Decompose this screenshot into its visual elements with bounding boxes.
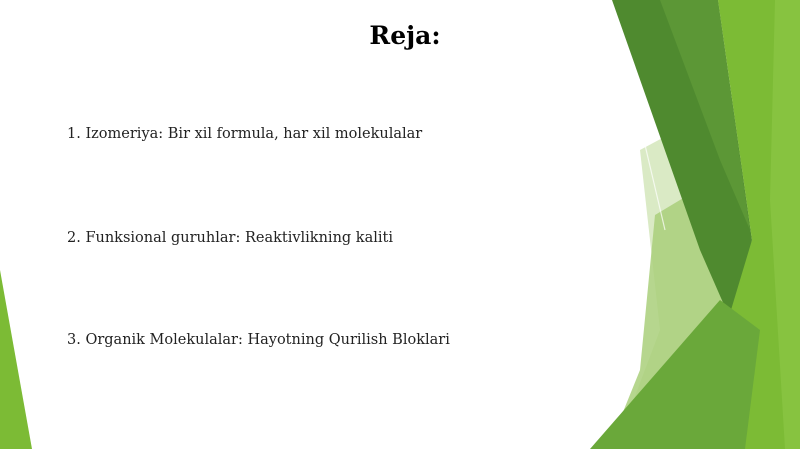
plan-item-3: 3. Organik Molekulalar: Hayotning Qurilish Bloklari [67, 332, 450, 348]
slide-title: Reja: [369, 21, 441, 50]
plan-item-1: 1. Izomeriya: Bir xil formula, har xil molekulalar [67, 126, 423, 142]
left-green-sliver [0, 270, 32, 449]
plan-item-2: 2. Funksional guruhlar: Reaktivlikning kaliti [67, 230, 393, 246]
